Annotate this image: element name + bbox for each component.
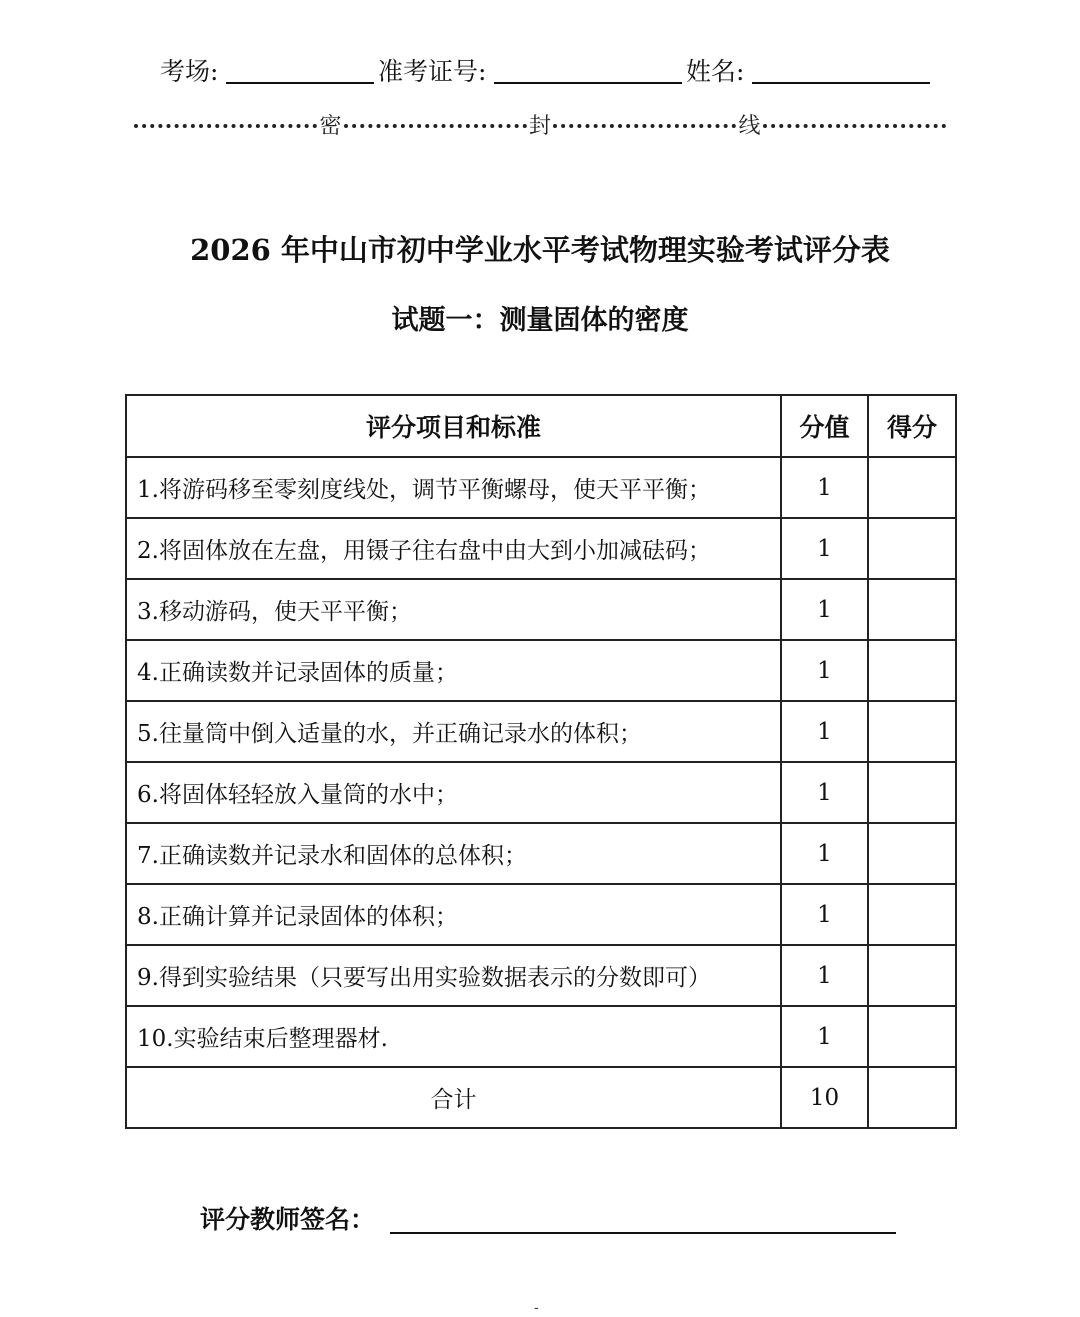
header-earned: 得分 — [868, 395, 956, 457]
signature-label: 评分教师签名： — [200, 1205, 376, 1234]
points-cell: 1 — [781, 884, 868, 945]
points-cell: 1 — [781, 640, 868, 701]
page-mark: - — [534, 1300, 539, 1316]
admission-number-label: 准考证号: — [378, 57, 487, 86]
criteria-cell: 10.实验结束后整理器材. — [126, 1006, 781, 1067]
points-cell: 1 — [781, 823, 868, 884]
seal-char-mi: 密 — [319, 113, 342, 139]
seal-char-feng: 封 — [528, 113, 551, 139]
criteria-cell: 5.往量筒中倒入适量的水，并正确记录水的体积； — [126, 701, 781, 762]
earned-cell[interactable] — [868, 457, 956, 518]
criteria-cell: 2.将固体放在左盘，用镊子往右盘中由大到小加减砝码； — [126, 518, 781, 579]
seal-dots — [553, 124, 736, 128]
seal-dots — [134, 124, 317, 128]
seal-dots — [344, 124, 527, 128]
earned-cell[interactable] — [868, 640, 956, 701]
table-row — [126, 1006, 956, 1067]
earned-cell[interactable] — [868, 518, 956, 579]
table-row — [126, 701, 956, 762]
points-cell: 1 — [781, 762, 868, 823]
total-earned[interactable] — [868, 1067, 956, 1128]
seal-line — [134, 108, 946, 140]
table-row — [126, 762, 956, 823]
criteria-cell: 9.得到实验结果（只要写出用实验数据表示的分数即可） — [126, 945, 781, 1006]
table-row — [126, 823, 956, 884]
points-cell: 1 — [781, 1006, 868, 1067]
criteria-cell: 8.正确计算并记录固体的体积； — [126, 884, 781, 945]
header-points: 分值 — [781, 395, 868, 457]
question-subtitle: 试题一：测量固体的密度 — [391, 305, 689, 336]
total-label: 合计 — [126, 1067, 781, 1128]
exam-room-field[interactable] — [226, 82, 374, 84]
criteria-cell: 6.将固体轻轻放入量筒的水中； — [126, 762, 781, 823]
scoring-table — [125, 394, 957, 1129]
grader-signature — [200, 1198, 900, 1238]
criteria-cell: 1.将游码移至零刻度线处，调节平衡螺母，使天平平衡； — [126, 457, 781, 518]
exam-room-label: 考场: — [160, 57, 219, 86]
earned-cell[interactable] — [868, 579, 956, 640]
table-row — [126, 518, 956, 579]
table-row — [126, 640, 956, 701]
name-label: 姓名: — [686, 57, 745, 86]
points-cell: 1 — [781, 701, 868, 762]
earned-cell[interactable] — [868, 884, 956, 945]
admission-number-field[interactable] — [494, 82, 682, 84]
points-cell: 1 — [781, 579, 868, 640]
criteria-cell: 7.正确读数并记录水和固体的总体积； — [126, 823, 781, 884]
candidate-info-header — [160, 48, 940, 88]
points-cell: 1 — [781, 457, 868, 518]
table-row — [126, 457, 956, 518]
criteria-cell: 4.正确读数并记录固体的质量； — [126, 640, 781, 701]
earned-cell[interactable] — [868, 701, 956, 762]
name-field[interactable] — [752, 82, 930, 84]
seal-char-xian: 线 — [738, 113, 761, 139]
table-row — [126, 579, 956, 640]
header-criteria: 评分项目和标准 — [126, 395, 781, 457]
table-row — [126, 884, 956, 945]
document-title: 2026 年中山市初中学业水平考试物理实验考试评分表 — [190, 233, 890, 267]
signature-field[interactable] — [390, 1232, 896, 1234]
seal-dots — [763, 124, 946, 128]
earned-cell[interactable] — [868, 823, 956, 884]
earned-cell[interactable] — [868, 1006, 956, 1067]
earned-cell[interactable] — [868, 762, 956, 823]
table-row — [126, 945, 956, 1006]
points-cell: 1 — [781, 945, 868, 1006]
earned-cell[interactable] — [868, 945, 956, 1006]
total-row — [126, 1067, 956, 1128]
criteria-cell: 3.移动游码，使天平平衡； — [126, 579, 781, 640]
points-cell: 1 — [781, 518, 868, 579]
table-header-row — [126, 395, 956, 457]
total-points: 10 — [781, 1067, 868, 1128]
